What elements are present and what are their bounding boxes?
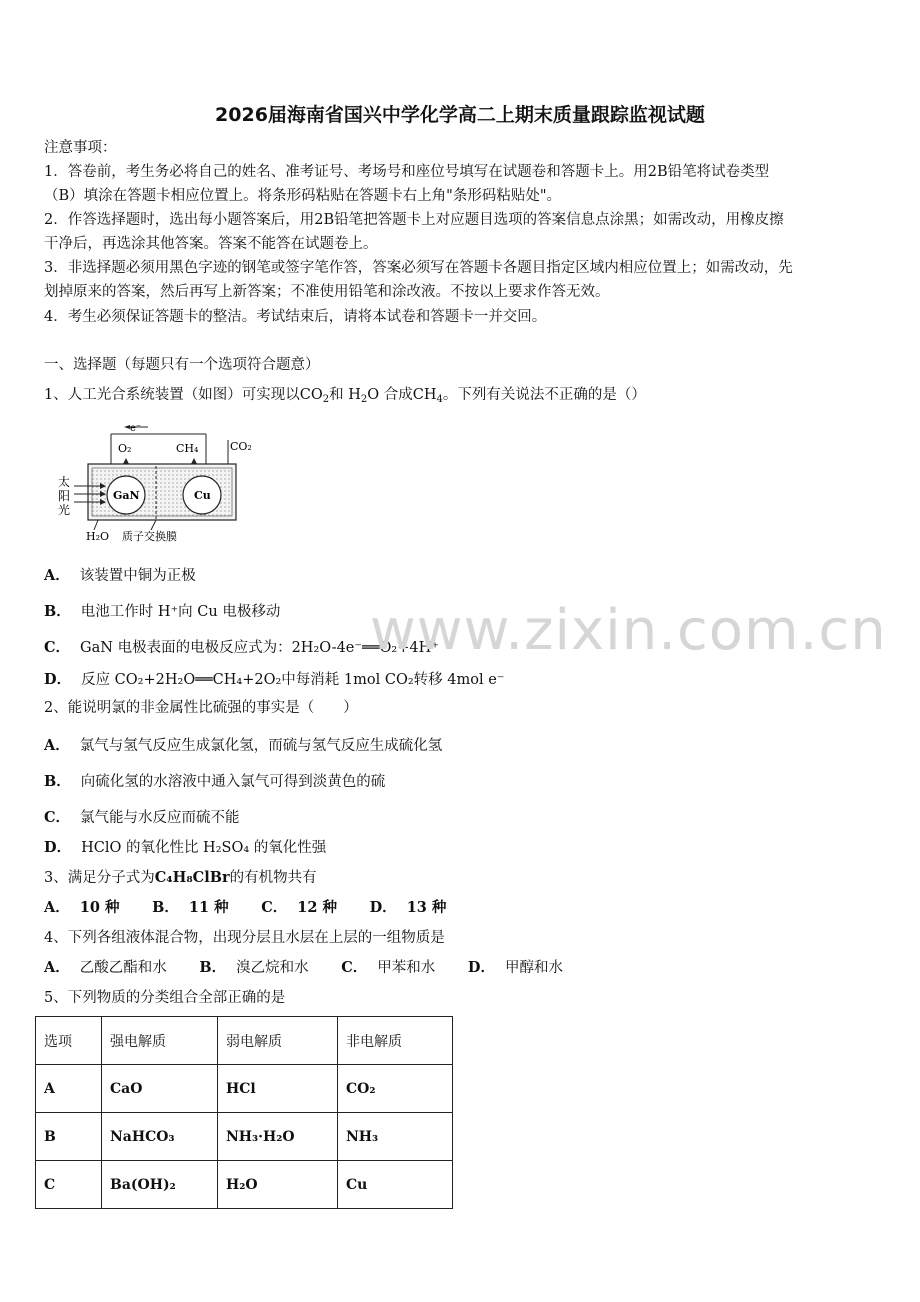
stem-text: 1、人工光合系统装置（如图）可实现以 (44, 387, 300, 403)
q1-option-d[interactable] (44, 670, 884, 690)
electron-label: e⁻ (130, 423, 142, 434)
page-title: 2026届海南省国兴中学化学高二上期末质量跟踪监视试题 (215, 104, 705, 126)
option-text: 反应 CO₂+2H₂O══CH₄+2O₂中每消耗 1mol CO₂转移 4mol e⁻ (81, 672, 505, 688)
option-letter: B． (44, 603, 71, 620)
option-text: 10 种 (79, 899, 120, 916)
table-header-row (36, 1017, 453, 1065)
option-letter: A． (44, 959, 70, 976)
cu-electrode-label: Cu (194, 489, 211, 502)
option-text: 甲醇和水 (504, 960, 563, 976)
option-letter: C． (261, 899, 288, 916)
table-cell: C (36, 1161, 102, 1209)
option-letter: A． (44, 899, 70, 916)
table-cell: CaO (102, 1065, 218, 1113)
question-2-stem: 2、能说明氯的非金属性比硫强的事实是（ ） (44, 700, 358, 716)
membrane-label: 质子交换膜 (122, 530, 177, 543)
q3-option-b[interactable] (152, 900, 229, 916)
table-row (36, 1065, 453, 1113)
option-text: 向硫化氢的水溶液中通入氯气可得到淡黄色的硫 (80, 774, 386, 790)
q1-option-a[interactable] (44, 566, 884, 586)
subscript: 4 (436, 394, 443, 405)
option-letter: D． (369, 899, 397, 916)
question-4-stem: 4、下列各组液体混合物，出现分层且水层在上层的一组物质是 (44, 930, 445, 946)
photosynthesis-device-diagram (56, 422, 256, 550)
sunlight-label: 阳 (58, 489, 71, 503)
q3-option-a[interactable] (44, 900, 120, 916)
notice-line: 3．非选择题必须用黑色字迹的钢笔或签字笔作答，答案必须写在答题卡各题目指定区域内相应位置上；如需改动，先 (44, 260, 793, 276)
option-text: 氯气与氢气反应生成氯化氢，而硫与氢气反应生成硫化氢 (79, 738, 443, 754)
notice-line: 干净后，再选涂其他答案。答案不能答在试题卷上。 (44, 236, 378, 252)
q4-option-d[interactable] (468, 960, 563, 976)
q4-option-c[interactable] (341, 960, 435, 976)
ch4-label: CH₄ (176, 442, 199, 455)
option-letter: D． (44, 839, 72, 856)
option-letter: A． (44, 567, 70, 584)
q4-options (44, 958, 884, 978)
option-text: 13 种 (406, 899, 447, 916)
table-header-cell: 强电解质 (102, 1017, 218, 1065)
gan-electrode-label: GaN (113, 489, 140, 502)
question-5-stem: 5、下列物质的分类组合全部正确的是 (44, 990, 286, 1006)
q3-options (44, 898, 884, 918)
notice-line: 4．考生必须保证答题卡的整洁。考试结束后，请将本试卷和答题卡一并交回。 (44, 309, 547, 325)
molecular-formula: C₄H₈ClBr (154, 869, 230, 886)
option-letter: A． (44, 737, 70, 754)
stem-text: O 合成 (367, 387, 413, 403)
stem-text: 和 H (329, 387, 361, 403)
stem-text: 的有机物共有 (229, 870, 317, 886)
section-heading: 一、选择题（每题只有一个选项符合题意） (44, 357, 320, 373)
option-text: GaN 电极表面的电极反应式为：2H₂O-4e⁻══O₂+4H⁺ (80, 640, 439, 656)
stem-text: 3、满足分子式为 (44, 870, 155, 886)
stem-text: CH (412, 387, 437, 403)
option-text: 氯气能与水反应而硫不能 (80, 810, 240, 826)
subscript: 2 (322, 394, 330, 405)
classification-table (35, 1016, 453, 1209)
stem-text: 。下列有关说法不正确的是（） (442, 387, 646, 403)
watermark: www.zixin.com.cn (370, 598, 887, 663)
question-3-stem (44, 868, 884, 888)
stem-text: CO (299, 387, 323, 403)
table-row (36, 1113, 453, 1161)
q2-option-a[interactable] (44, 736, 884, 756)
q2-option-c[interactable] (44, 808, 884, 828)
notice-heading: 注意事项： (44, 140, 117, 156)
table-cell: NH₃ (338, 1113, 453, 1161)
notice-line: 划掉原来的答案，然后再写上新答案；不准使用铅笔和涂改液。不按以上要求作答无效。 (44, 284, 610, 300)
option-text: 12 种 (297, 899, 337, 916)
option-text: 乙酸乙酯和水 (79, 960, 167, 976)
option-text: 11 种 (188, 899, 229, 916)
option-letter: B． (199, 959, 227, 976)
option-text: 溴乙烷和水 (236, 960, 309, 976)
option-text: 电池工作时 H⁺向 Cu 电极移动 (80, 604, 281, 620)
table-cell: B (36, 1113, 102, 1161)
o2-label: O₂ (118, 442, 132, 455)
q3-option-c[interactable] (261, 900, 337, 916)
subscript: 2 (360, 394, 368, 405)
co2-label: CO₂ (230, 440, 252, 453)
q4-option-b[interactable] (199, 960, 308, 976)
q3-option-d[interactable] (370, 900, 447, 916)
notice-line: 2．作答选择题时，选出每小题答案后，用2B铅笔把答题卡上对应题目选项的答案信息点涂黑；如需改动，用橡皮擦 (44, 212, 784, 228)
notice-line: 1．答卷前，考生务必将自己的姓名、准考证号、考场号和座位号填写在试题卷和答题卡上。用2B铅笔将试卷类型 (44, 164, 770, 180)
option-letter: B． (44, 773, 71, 790)
table-cell: NaHCO₃ (102, 1113, 218, 1161)
sunlight-label: 太 (58, 475, 71, 489)
option-letter: C． (44, 639, 71, 656)
table-cell: NH₃·H₂O (218, 1113, 338, 1161)
q4-option-a[interactable] (44, 960, 167, 976)
table-cell: A (36, 1065, 102, 1113)
table-cell: Ba(OH)₂ (102, 1161, 218, 1209)
option-text: HClO 的氧化性比 H₂SO₄ 的氧化性强 (81, 840, 327, 856)
table-row (36, 1161, 453, 1209)
notice-line: （B）填涂在答题卡相应位置上。将条形码粘贴在答题卡右上角"条形码粘贴处"。 (44, 188, 561, 204)
table-cell: HCl (218, 1065, 338, 1113)
option-letter: B． (152, 899, 179, 916)
table-cell: H₂O (218, 1161, 338, 1209)
table-header-cell: 选项 (36, 1017, 102, 1065)
option-text: 该装置中铜为正极 (79, 568, 196, 584)
option-letter: C． (44, 809, 71, 826)
option-letter: D． (44, 671, 72, 688)
question-1-stem (44, 385, 884, 410)
q2-option-d[interactable] (44, 838, 884, 858)
sunlight-label: 光 (58, 503, 71, 517)
table-cell: Cu (338, 1161, 453, 1209)
table-header-cell: 弱电解质 (218, 1017, 338, 1065)
table-header-cell: 非电解质 (338, 1017, 453, 1065)
option-text: 甲苯和水 (377, 960, 436, 976)
q2-option-b[interactable] (44, 772, 884, 792)
option-letter: D． (467, 959, 495, 976)
option-letter: C． (341, 959, 368, 976)
table-cell: CO₂ (338, 1065, 453, 1113)
water-label: H₂O (86, 530, 110, 543)
